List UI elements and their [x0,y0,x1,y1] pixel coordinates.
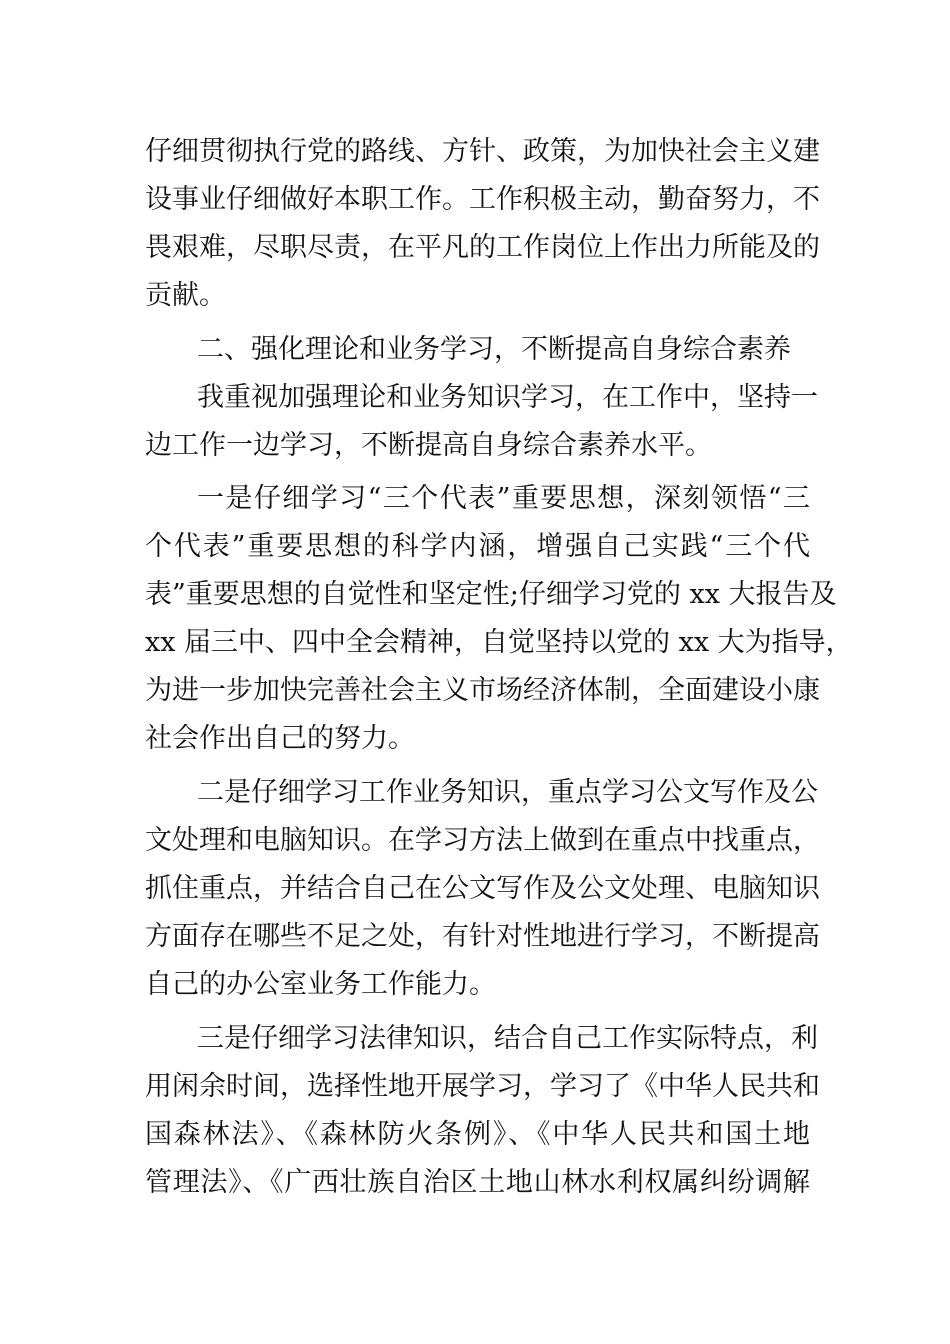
body-text-line: 二是仔细学习工作业务知识，重点学习公文写作及公 [197,777,818,808]
body-text-line: 边工作一边学习，不断提高自身综合素养水平。 [145,430,712,461]
body-text-line: xx 届三中、四中全会精神，自觉坚持以党的 xx 大为指导， [145,627,853,658]
section-heading: 二、强化理论和业务学习，不断提高自身综合素养 [197,334,791,365]
body-text-line: 一是仔细学习“三个代表”重要思想，深刻领悟“三 [197,483,810,514]
body-text-line: 设事业仔细做好本职工作。工作积极主动，勤奋努力，不 [145,184,820,215]
body-text-line: 管理法》、《广西壮族自治区土地山林水利权属纠纷调解 [145,1167,810,1198]
body-text-line: 贡献。 [145,280,226,311]
body-text-line: 方面存在哪些不足之处，有针对性地进行学习，不断提高 [145,921,820,952]
body-text-line: 社会作出自己的努力。 [145,723,415,754]
body-text-line: 表”重要思想的自觉性和坚定性;仔细学习党的 xx 大报告及 [145,579,837,610]
body-text-line: 自己的办公室业务工作能力。 [145,969,496,1000]
body-text-line: 畏艰难，尽职尽责，在平凡的工作岗位上作出力所能及的 [145,232,820,263]
body-text-line: 文处理和电脑知识。在学习方法上做到在重点中找重点， [145,825,820,856]
body-text-line: 三是仔细学习法律知识，结合自己工作实际特点，利 [197,1023,818,1054]
body-text-line: 抓住重点，并结合自己在公文写作及公文处理、电脑知识 [145,873,820,904]
body-text-line: 仔细贯彻执行党的路线、方针、政策，为加快社会主义建 [145,136,820,167]
body-text-line: 为进一步加快完善社会主义市场经济体制，全面建设小康 [145,675,820,706]
body-text-line: 个代表”重要思想的科学内涵，增强自己实践“三个代 [145,531,810,562]
body-text-line: 国森林法》、《森林防火条例》、《中华人民共和国土地 [145,1119,810,1150]
body-text-line: 用闲余时间，选择性地开展学习，学习了《中华人民共和 [145,1071,820,1102]
body-text-line: 我重视加强理论和业务知识学习，在工作中，坚持一 [197,382,818,413]
